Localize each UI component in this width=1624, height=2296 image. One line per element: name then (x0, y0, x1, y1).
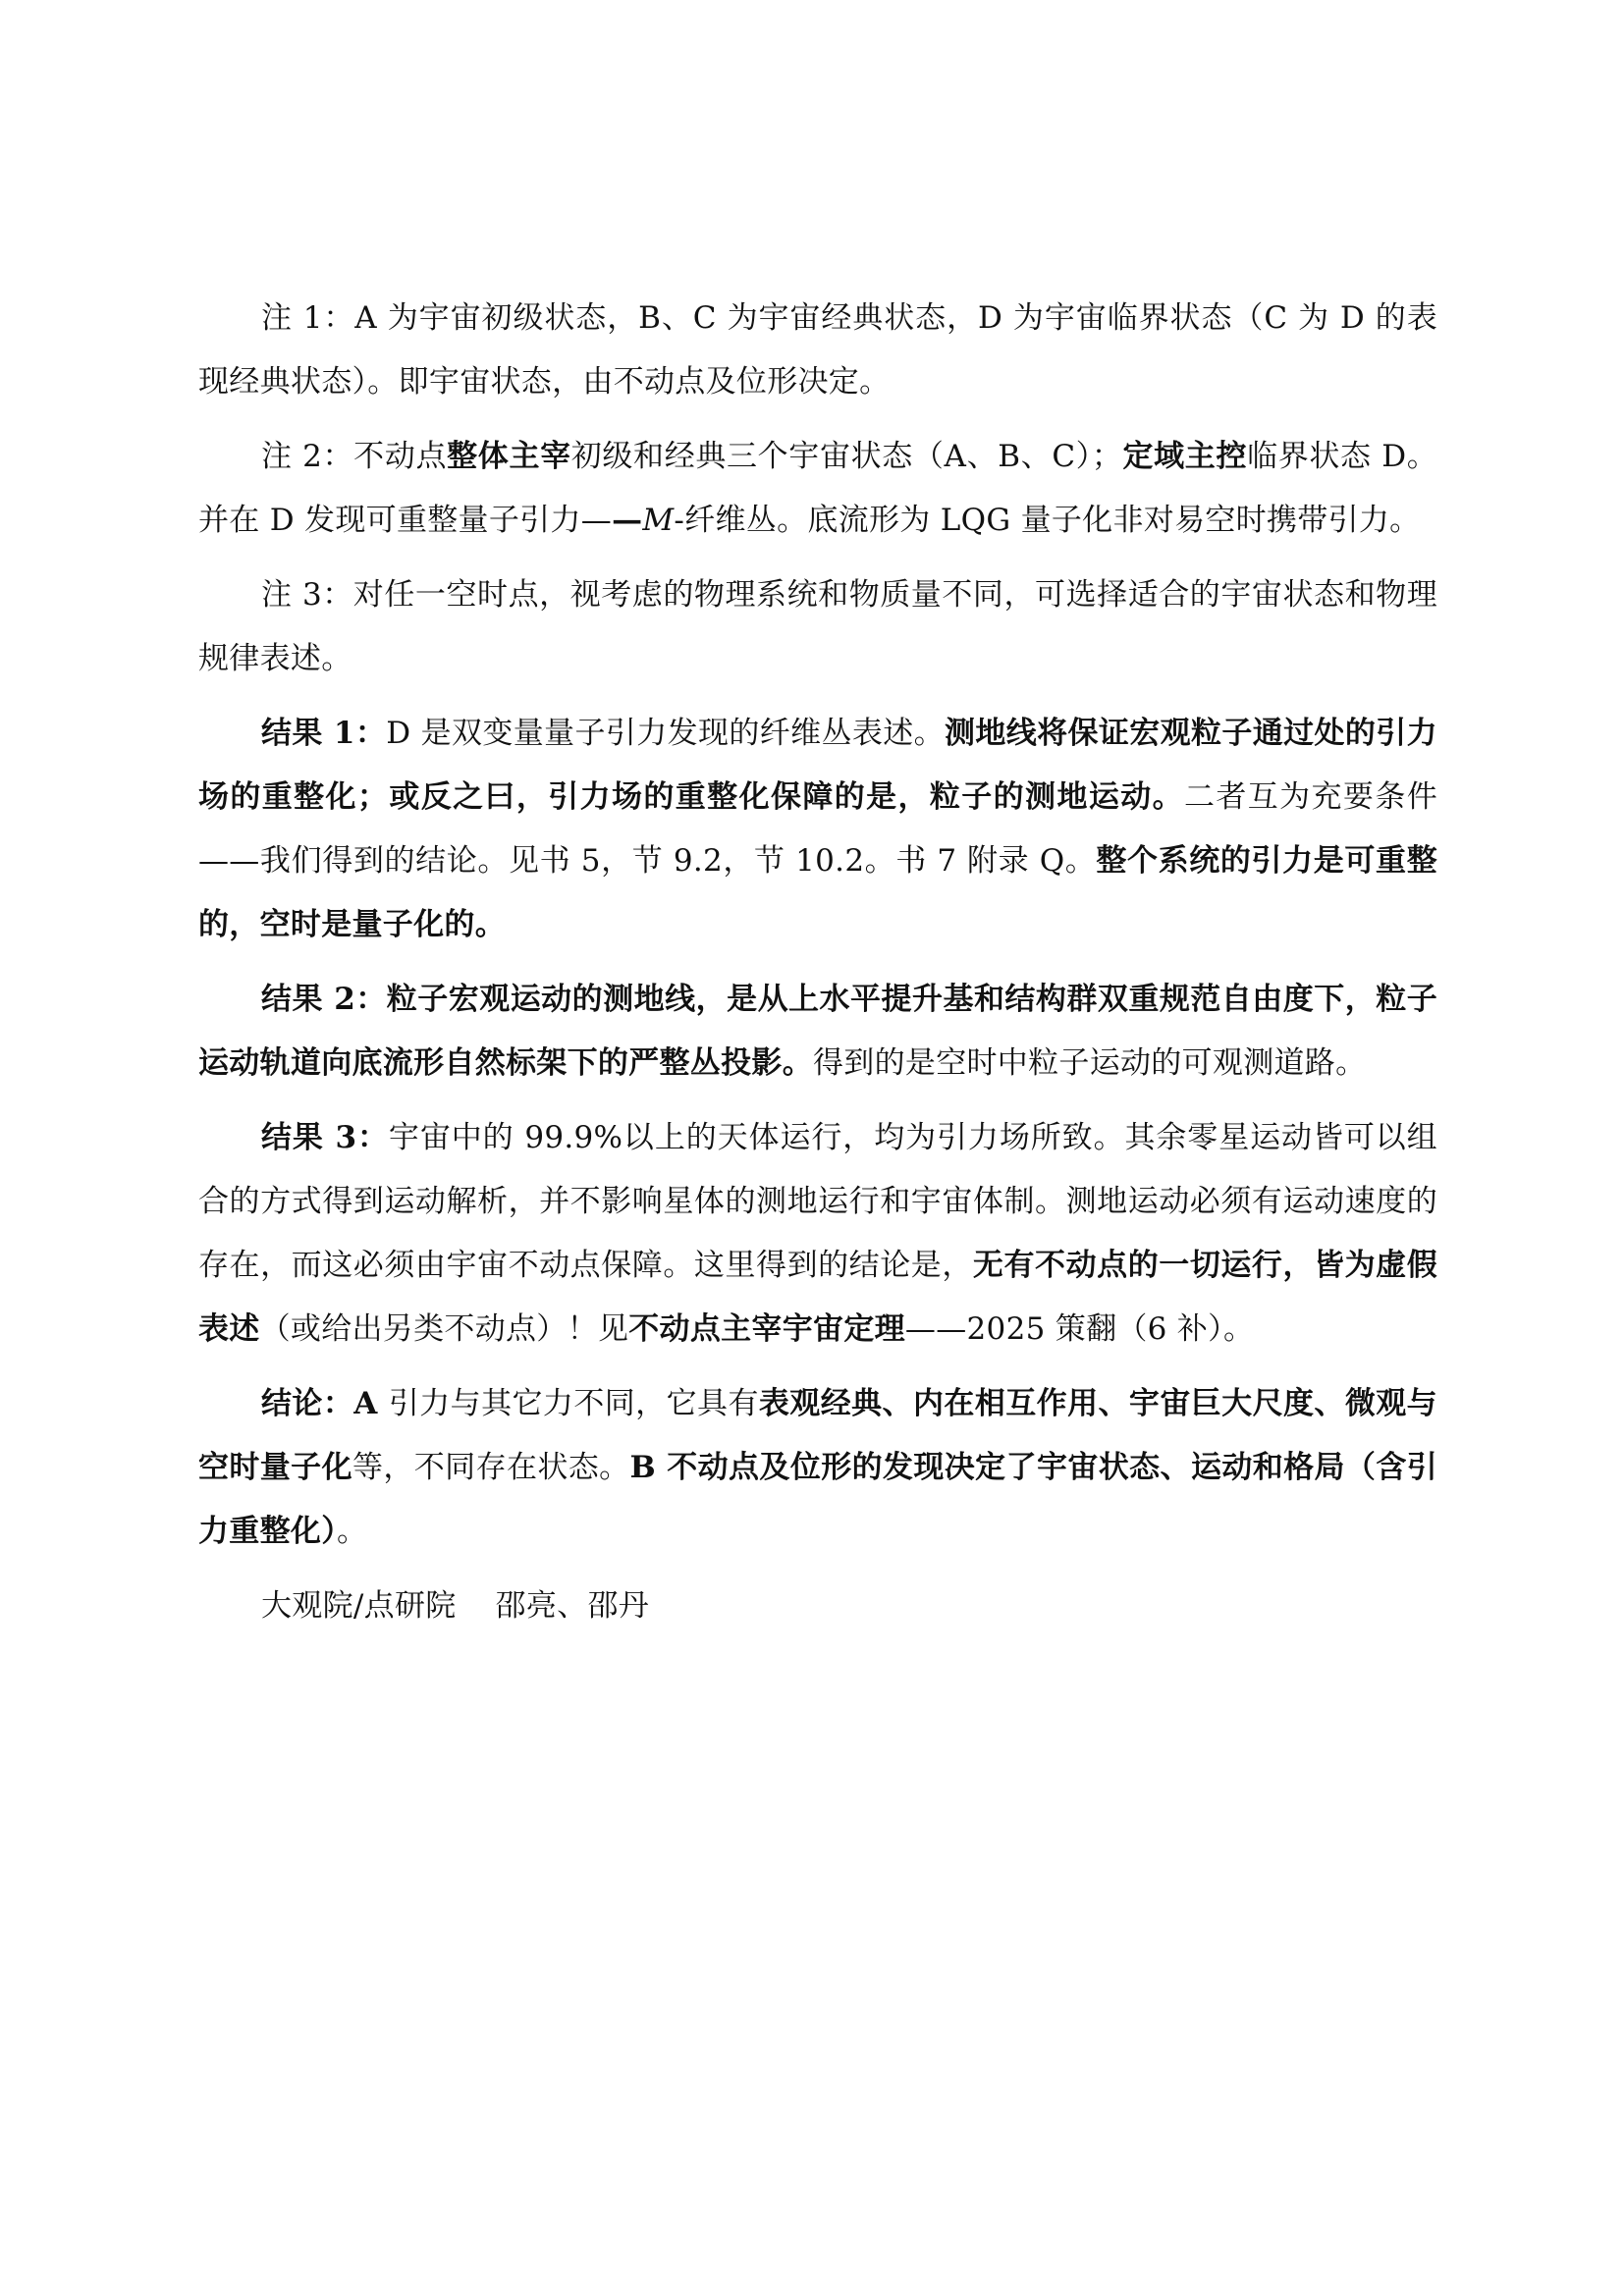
text-segment: 结果 1： (261, 716, 387, 751)
signature-line (198, 1575, 1437, 1638)
text-segment: 临界状态 D。并在 D 发现可重整量子引力— (198, 439, 1438, 538)
text-segment: （或给出另类不动点）！见 (259, 1311, 629, 1347)
text-segment: 初级和经典三个宇宙状态（A、B、C）； (570, 439, 1123, 474)
text-segment: 注 2：不动点 (261, 439, 448, 474)
text-segment: 整个系统的引力是可重整的，空时是量子化的。 (198, 843, 1437, 942)
text-segment: 结果 3： (261, 1120, 389, 1155)
text-segment: 二者互为充要条件——我们得到的结论。见书 5，节 9.2，节 10.2。书 7 附录 Q。 (198, 779, 1438, 879)
note-3 (198, 563, 1437, 691)
text-segment: 结果 2：粒子宏观运动的测地线，是从上水平提升基和结构群双重规范自由度下，粒子运动轨道向底流形自然标架下的严整丛投影。 (198, 982, 1437, 1081)
text-segment: 引力与其它力不同，它具有 (388, 1386, 759, 1421)
document-body (198, 287, 1437, 1638)
text-segment: 定域主控 (1122, 439, 1248, 474)
text-segment: 等，不同存在状态。 (352, 1450, 630, 1485)
text-segment: 不动点主宰宇宙定理 (628, 1311, 905, 1347)
text-segment: 整体主宰 (447, 439, 571, 474)
text-segment: B 不动点及位形的发现决定了宇宙状态、运动和格局（含引力重整化） (198, 1450, 1438, 1549)
text-segment: ——2025 策翻（6 补）。 (904, 1311, 1255, 1347)
text-segment: — (612, 503, 643, 538)
result-3 (198, 1106, 1437, 1362)
text-segment: M (642, 503, 675, 538)
text-segment: 宇宙中的 99.9%以上的天体运行，均为引力场所致。其余零星运动皆可以组合的方式得到运动解析，并不影响星体的测地运行和宇宙体制。测地运动必须有运动速度的存在，而这必须由宇宙不动点保障。这里得到的结论是， (198, 1120, 1437, 1283)
text-segment: 测地线将保证宏观粒子通过处的引力场的重整化；或反之曰，引力场的重整化保障的是，粒子的测地运动。 (198, 716, 1437, 815)
text-segment: 。 (337, 1514, 368, 1549)
note-2 (198, 425, 1437, 553)
conclusion (198, 1372, 1437, 1564)
result-1 (198, 702, 1437, 957)
text-segment: 注 1：A 为宇宙初级状态，B、C 为宇宙经典状态，D 为宇宙临界状态（C 为 D 的表现经典状态）。即宇宙状态，由不动点及位形决定。 (198, 300, 1437, 400)
text-segment: -纤维丛。底流形为 LQG 量子化非对易空时携带引力。 (674, 503, 1421, 538)
result-2 (198, 968, 1437, 1095)
note-1 (198, 287, 1437, 414)
text-segment: 无有不动点的一切运行，皆为虚假表述 (198, 1248, 1438, 1347)
text-segment: D 是双变量量子引力发现的纤维丛表述。 (386, 716, 946, 751)
text-segment: 得到的是空时中粒子运动的可观测道路。 (813, 1045, 1367, 1081)
text-segment: 表观经典、内在相互作用、宇宙巨大尺度、微观与空时量子化 (198, 1386, 1437, 1485)
signature-institution: 大观院/点研院 (261, 1588, 457, 1624)
signature-authors: 邵亮、邵丹 (495, 1588, 650, 1624)
text-segment: 注 3：对任一空时点，视考虑的物理系统和物质量不同，可选择适合的宇宙状态和物理规律表述。 (198, 577, 1437, 676)
text-segment: 结论：A (261, 1386, 389, 1421)
